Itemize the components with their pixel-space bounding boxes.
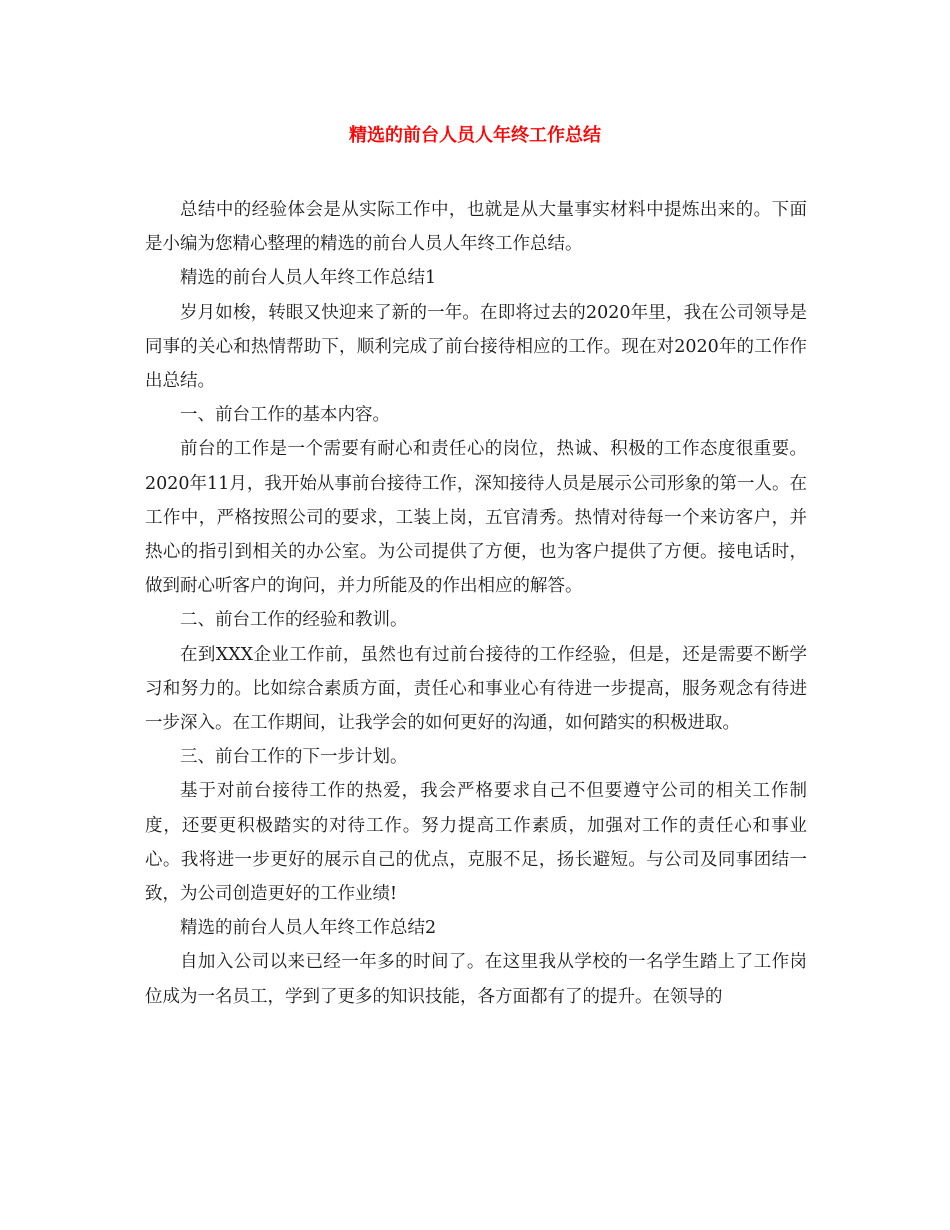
- subheading-basic-content: 一、前台工作的基本内容。: [180, 405, 390, 426]
- document-title: 精选的前台人员人年终工作总结: [349, 125, 601, 146]
- section-heading-1: 精选的前台人员人年终工作总结1: [180, 268, 437, 289]
- subheading-next-plan: 三、前台工作的下一步计划。: [180, 747, 408, 768]
- paragraph: 前台的工作是一个需要有耐心和责任心的岗位，热诚、积极的工作态度很重要。2020年11月，我开始从事前台接待工作，深知接待人员是展示公司形象的第一人。在工作中，严格按照公司的要求，工装上岗，五官清秀。热情对待每一个来访客户，并热心的指引到相关的办公室。为公司提供了方便，也为客户提供了方便。接电话时，做到耐心听客户的询问，并力所能及的作出相应的解答。: [145, 439, 807, 597]
- paragraph: 在到XXX企业工作前，虽然也有过前台接待的工作经验，但是，还是需要不断学习和努力的。比如综合素质方面，责任心和事业心有待进一步提高，服务观念有待进一步深入。在工作期间，让我学会的如何更好的沟通，如何踏实的积极进取。: [145, 644, 807, 734]
- paragraph: 岁月如梭，转眼又快迎来了新的一年。在即将过去的2020年里，我在公司领导是同事的关心和热情帮助下，顺利完成了前台接待相应的工作。现在对2020年的工作作出总结。: [145, 302, 807, 392]
- paragraph: 基于对前台接待工作的热爱，我会严格要求自己不但要遵守公司的相关工作制度，还要更积极踏实的对待工作。努力提高工作素质，加强对工作的责任心和事业心。我将进一步更好的展示自己的优点，克服不足，扬长避短。与公司及同事团结一致，为公司创造更好的工作业绩!: [145, 781, 807, 905]
- section-heading-2: 精选的前台人员人年终工作总结2: [180, 918, 437, 939]
- paragraph-intro: 总结中的经验体会是从实际工作中，也就是从大量事实材料中提炼出来的。下面是小编为您精心整理的精选的前台人员人年终工作总结。: [145, 200, 807, 255]
- paragraph: 自加入公司以来已经一年多的时间了。在这里我从学校的一名学生踏上了工作岗位成为一名员工，学到了更多的知识技能，各方面都有了的提升。在领导的: [145, 952, 807, 1007]
- document-body: [145, 193, 807, 1014]
- subheading-experience: 二、前台工作的经验和教训。: [180, 610, 408, 631]
